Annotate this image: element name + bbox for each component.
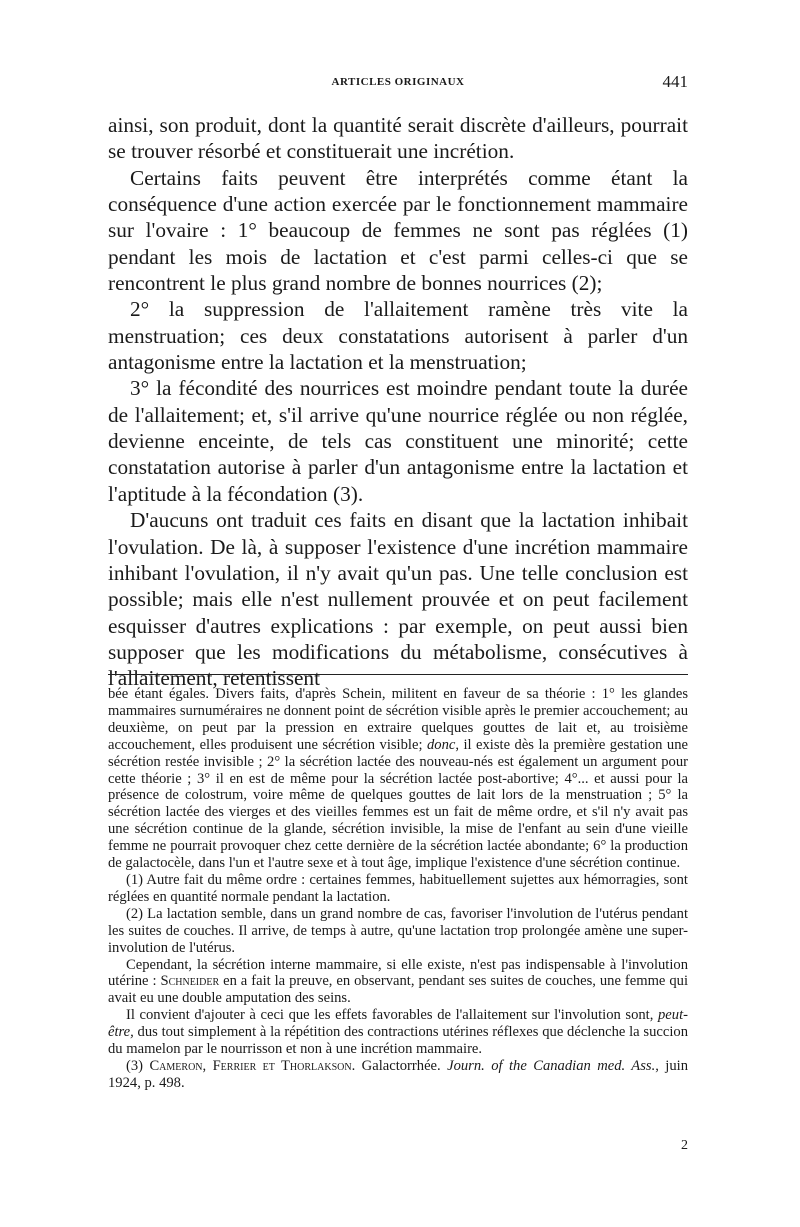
footnote-3-title: Galactorrhée. (355, 1057, 448, 1074)
footnote-continuation-text-c: , il existe dès la première gestation une sécrétion restée invisible ; 2° la sécrétion lactée des nouveau-nés est également un argument pour cette théorie ; 3° il en est de même pour la sécrétion lactée post-abortive; 4°... et aussi pour la présence de colostrum, voire même de quelques gouttes de lait lors de la menstruation ; 5° la sécrétion lactée des vierges et des vieilles femmes est un fait de même ordre, et s'il n'y avait pas une sécrétion continue de la glande, sécrétion invisible, la mise de l'enfant au sein d'une vieille femme ne pourrait provoquer chez cette dernière de la sécrétion lactée abondante; 6° la production de galactocèle, dans l'un et l'autre sexe et à tout âge, implique l'existence d'une sécrétion continue. (108, 736, 688, 872)
body-paragraph-5: D'aucuns ont traduit ces faits en disant que la lactation inhibait l'ovulation. De là, à supposer l'existence d'une incrétion mammaire inhibant l'ovulation, il n'y avait qu'un pas. Une telle conclusion est possible; mais elle n'est nullement prouvée et on peut facilement esquisser d'autres explications : par exemple, on peut aussi bien supposer que les modifications du métabolisme, consécutives à l'allaitement, retentissent (108, 508, 688, 691)
footnote-2c-text-a: Il convient d'ajouter à ceci que les effets favorables de l'allaitement sur l'involution sont, (126, 1007, 658, 1024)
footnote-2b-author: Schneider (160, 973, 220, 990)
footnote-3-marker: (3) (126, 1057, 150, 1074)
running-title: ARTICLES ORIGINAUX (331, 76, 465, 88)
body-paragraph-2: Certains faits peuvent être interprétés comme étant la conséquence d'une action exercée par le fonctionnement mammaire sur l'ovaire : 1° beaucoup de femmes ne sont pas réglées (1) pendant les mois de lactation et c'est parmi celles-ci que se rencontrent le plus grand nombre de bonnes nourrices (2); (108, 165, 688, 296)
footnote-2-paragraph-2 (108, 957, 688, 1008)
footnote-3 (108, 1058, 688, 1092)
body-paragraph-4: 3° la fécondité des nourrices est moindre pendant toute la durée de l'allaitement; et, s'il arrive qu'une nourrice réglée ou non réglée, devienne enceinte, de tels cas constituent une minorité; cette constatation autorise à parler d'un antagonisme entre la lactation et l'aptitude à la fécondation (3). (108, 376, 688, 506)
footnote-continuation-text-a: bée étant égales. Divers faits, d'après Schein, militent en faveur de sa théorie : 1° les glandes mammaires surnuméraires ne donnent point de sécrétion visible après le premier accouchement; au deuxième, on peut par la pression en extraire quelques gouttes de lait et, au troisième accouchement, elles produisent une sécrétion visible; (108, 686, 688, 753)
footnote-rule (108, 674, 688, 675)
page-number: 441 (662, 72, 688, 91)
footnote-2-paragraph-3 (108, 1007, 688, 1058)
footnotes (108, 686, 688, 1092)
footnote-continuation-emphasis: donc (426, 736, 456, 753)
footnote-3-authors: Cameron, Ferrier et Thorlakson. (149, 1057, 356, 1074)
footnote-1: (1) Autre fait du même ordre : certaines femmes, habituellement sujettes aux hémorragies, sont réglées en quantité normale pendant la lactation. (108, 871, 688, 905)
footnote-2c-text-c: dus tout simplement à la répétition des contractions utérines réflexes que déclenche la succion du mamelon par le nourrisson et non à une incrétion mammaire. (108, 1024, 688, 1058)
footnote-2c-emphasis: peut-être, (108, 1007, 688, 1041)
body-text (108, 112, 688, 692)
body-paragraph-1: ainsi, son produit, dont la quantité serait discrète d'ailleurs, pourrait se trouver résorbé et constituerait une incrétion. (108, 113, 688, 164)
footnote-2b-text-a: Cependant, la sécrétion interne mammaire, si elle existe, n'est pas indispensable à l'involution utérine : (108, 956, 688, 990)
footnote-continuation (108, 686, 688, 872)
footnote-3-journal: Journ. of the Canadian med. Ass. (447, 1057, 656, 1074)
running-head (108, 72, 688, 96)
footnote-2b-text-b: en a fait la preuve, en observant, pendant ses suites de couches, une femme qui avait eu une double amputation des seins. (108, 973, 688, 1007)
footnote-2: (2) La lactation semble, dans un grand nombre de cas, favoriser l'involution de l'utérus pendant les suites de couches. Il arrive, de temps à autre, qu'une lactation trop prolongée amène une super-involution de l'utérus. (108, 905, 688, 956)
body-paragraph-3: 2° la suppression de l'allaitement ramène très vite la menstruation; ces deux constatations autorisent à parler d'un antagonisme entre la lactation et la menstruation; (108, 297, 688, 375)
signature-mark: 2 (681, 1138, 688, 1153)
footnote-3-date: , juin 1924, p. 498. (108, 1057, 688, 1091)
